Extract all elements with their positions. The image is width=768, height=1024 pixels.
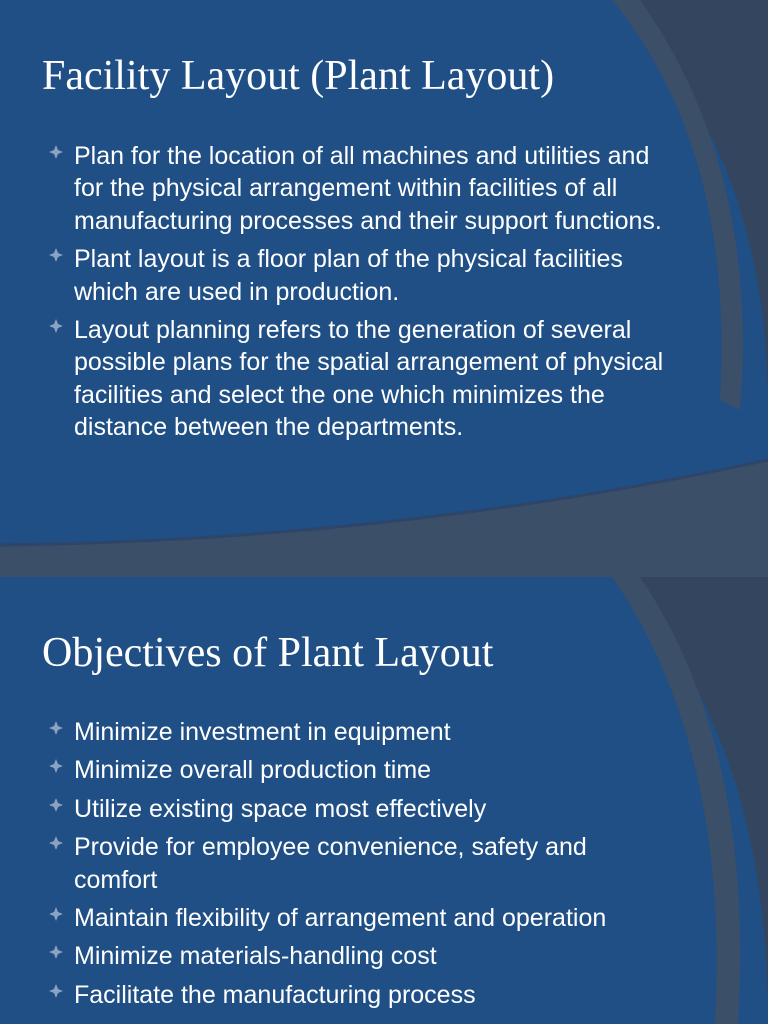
bullet-text: Utilize existing space most effectively	[74, 794, 487, 823]
slide-title: Facility Layout (Plant Layout)	[42, 53, 555, 99]
bullet-item	[48, 716, 664, 748]
diamond-bullet-icon	[48, 906, 64, 922]
bullet-list	[48, 140, 664, 450]
bullet-item	[48, 314, 664, 444]
bullet-item	[48, 243, 664, 308]
bullet-item	[48, 940, 664, 972]
bullet-text: Provide for employee convenience, safety and comfort	[74, 833, 587, 894]
bullet-item	[48, 831, 664, 896]
slide-title: Objectives of Plant Layout	[42, 630, 494, 676]
diamond-bullet-icon	[48, 318, 64, 334]
bullet-text: Minimize overall production time	[74, 756, 432, 785]
bullet-text: Facilitate the manufacturing process	[74, 980, 476, 1009]
diamond-bullet-icon	[48, 247, 64, 263]
bullet-item	[48, 793, 664, 825]
bullet-item	[48, 140, 664, 237]
bullet-item	[48, 902, 664, 934]
bullet-item	[48, 754, 664, 786]
bullet-text: Plan for the location of all machines and utilities and for the physical arrangement within facilities of all manufacturing processes and their support functions.	[74, 142, 662, 235]
diamond-bullet-icon	[48, 944, 64, 960]
diamond-bullet-icon	[48, 835, 64, 851]
bullet-item	[48, 979, 664, 1011]
bullet-text: Plant layout is a floor plan of the physical facilities which are used in production.	[74, 245, 623, 306]
diamond-bullet-icon	[48, 983, 64, 999]
diamond-bullet-icon	[48, 720, 64, 736]
bullet-text: Minimize investment in equipment	[74, 718, 451, 746]
diamond-bullet-icon	[48, 758, 64, 774]
bullet-text: Layout planning refers to the generation of several possible plans for the spatial arrangement of physical facilities and select the one which minimizes the distance between the departments.	[74, 316, 664, 442]
diamond-bullet-icon	[48, 797, 64, 813]
bullet-text: Minimize materials-handling cost	[74, 942, 437, 971]
bullet-text: Maintain flexibility of arrangement and operation	[74, 904, 607, 933]
slide-objectives	[0, 577, 768, 1024]
bullet-list	[48, 716, 664, 1017]
diamond-bullet-icon	[48, 144, 64, 160]
